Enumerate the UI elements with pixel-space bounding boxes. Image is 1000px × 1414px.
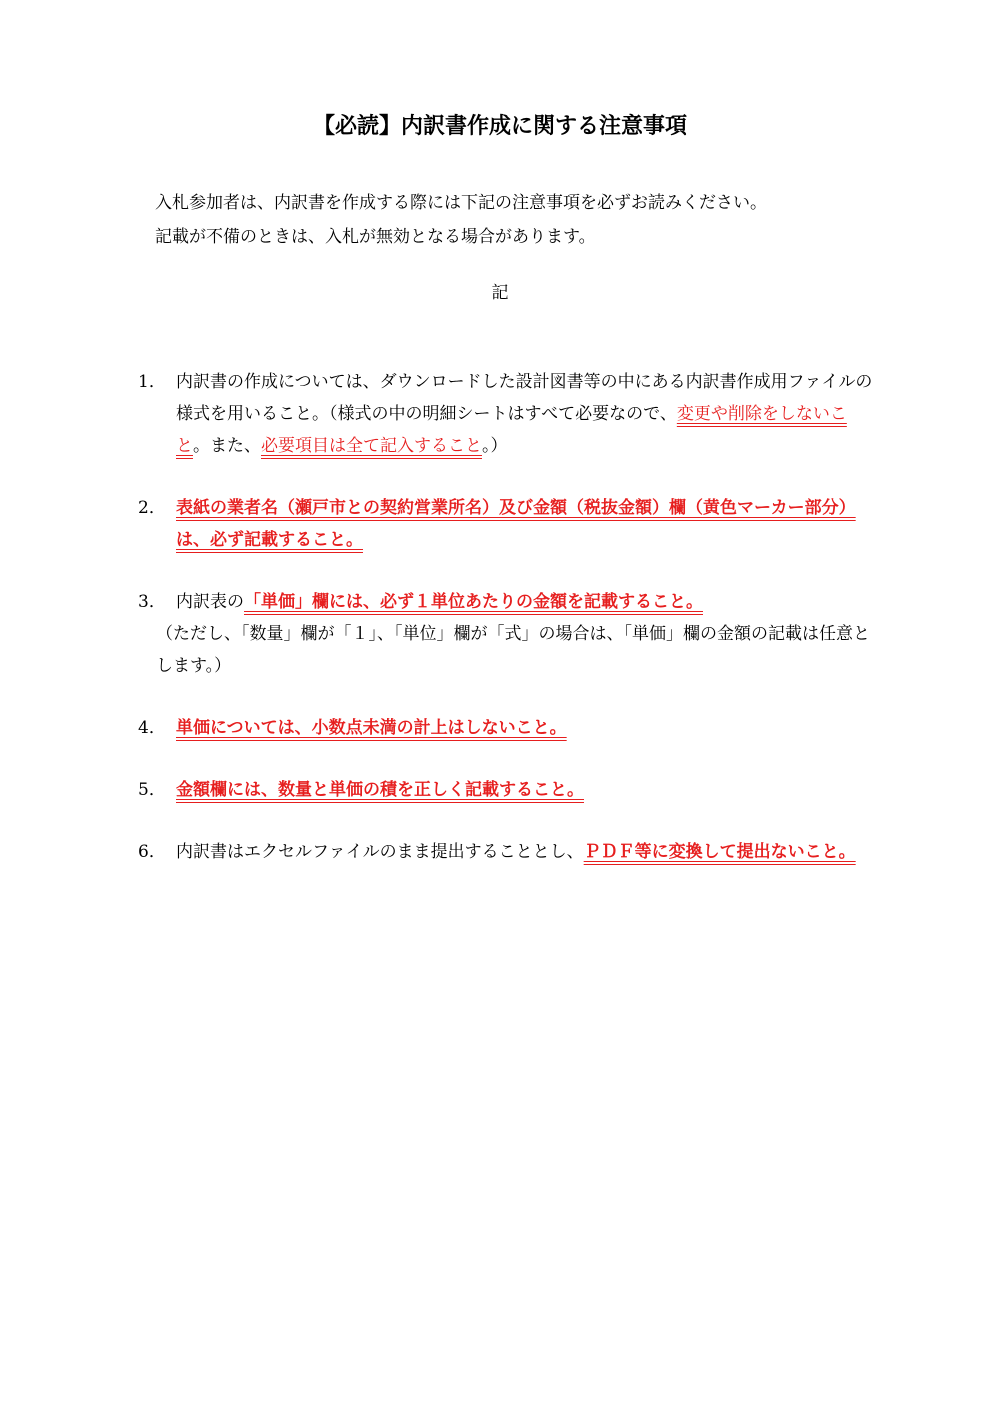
- notice-item-1: [138, 366, 878, 462]
- notice-item-3: [138, 586, 878, 682]
- item-emphasis: 単価については、小数点未満の計上はしないこと。: [176, 718, 567, 738]
- intro-line-2: 記載が不備のときは、入札が無効となる場合があります。: [155, 227, 596, 247]
- item-text: 内訳書の作成については、ダウンロードした設計図書等の中にある内訳書作成用ファイルの様式を用いること。（様式の中の明細シートはすべて必要なので、: [176, 372, 873, 424]
- notice-item-5: [138, 774, 878, 806]
- item-text: 内訳書はエクセルファイルのまま提出することとし、: [176, 842, 584, 862]
- item-emphasis: 必要項目は全て記入すること: [261, 436, 482, 456]
- item-emphasis: 金額欄には、数量と単価の積を正しく記載すること。: [176, 780, 584, 800]
- item-text: 。また、: [193, 436, 261, 456]
- item-number: 6．: [138, 842, 166, 862]
- item-emphasis: 表紙の業者名（瀬戸市との契約営業所名）及び金額（税抜金額）欄（黄色マーカー部分）は、必ず記載すること。: [176, 498, 856, 550]
- item-number: 1．: [138, 372, 166, 392]
- notice-item-2: [138, 492, 878, 556]
- page-title: 【必読】内訳書作成に関する注意事項: [312, 113, 687, 139]
- item-note: （ただし、「数量」欄が「１」、「単位」欄が「式」の場合は、「単価」欄の金額の記載は任意とします。）: [156, 624, 870, 676]
- item-emphasis: ＰＤＦ等に変換して提出ないこと。: [583, 842, 856, 862]
- notice-item-4: [138, 712, 878, 744]
- notice-list: [138, 366, 878, 868]
- intro-line-1: 入札参加者は、内訳書を作成する際には下記の注意事項を必ずお読みください。: [155, 193, 767, 213]
- item-number: 5．: [138, 780, 166, 800]
- intro-paragraph: [155, 186, 895, 254]
- item-number: 3．: [138, 592, 166, 612]
- item-number: 2．: [138, 498, 166, 518]
- item-number: 4．: [138, 718, 166, 738]
- item-emphasis: 「単価」欄には、必ず１単位あたりの金額を記載すること。: [244, 592, 703, 612]
- notice-item-6: [138, 836, 878, 868]
- item-text: 内訳表の: [176, 592, 244, 612]
- item-emphasis: 変更や削除をしないこと: [176, 404, 847, 456]
- ki-heading: 記: [491, 283, 509, 303]
- item-text: 。）: [482, 436, 508, 456]
